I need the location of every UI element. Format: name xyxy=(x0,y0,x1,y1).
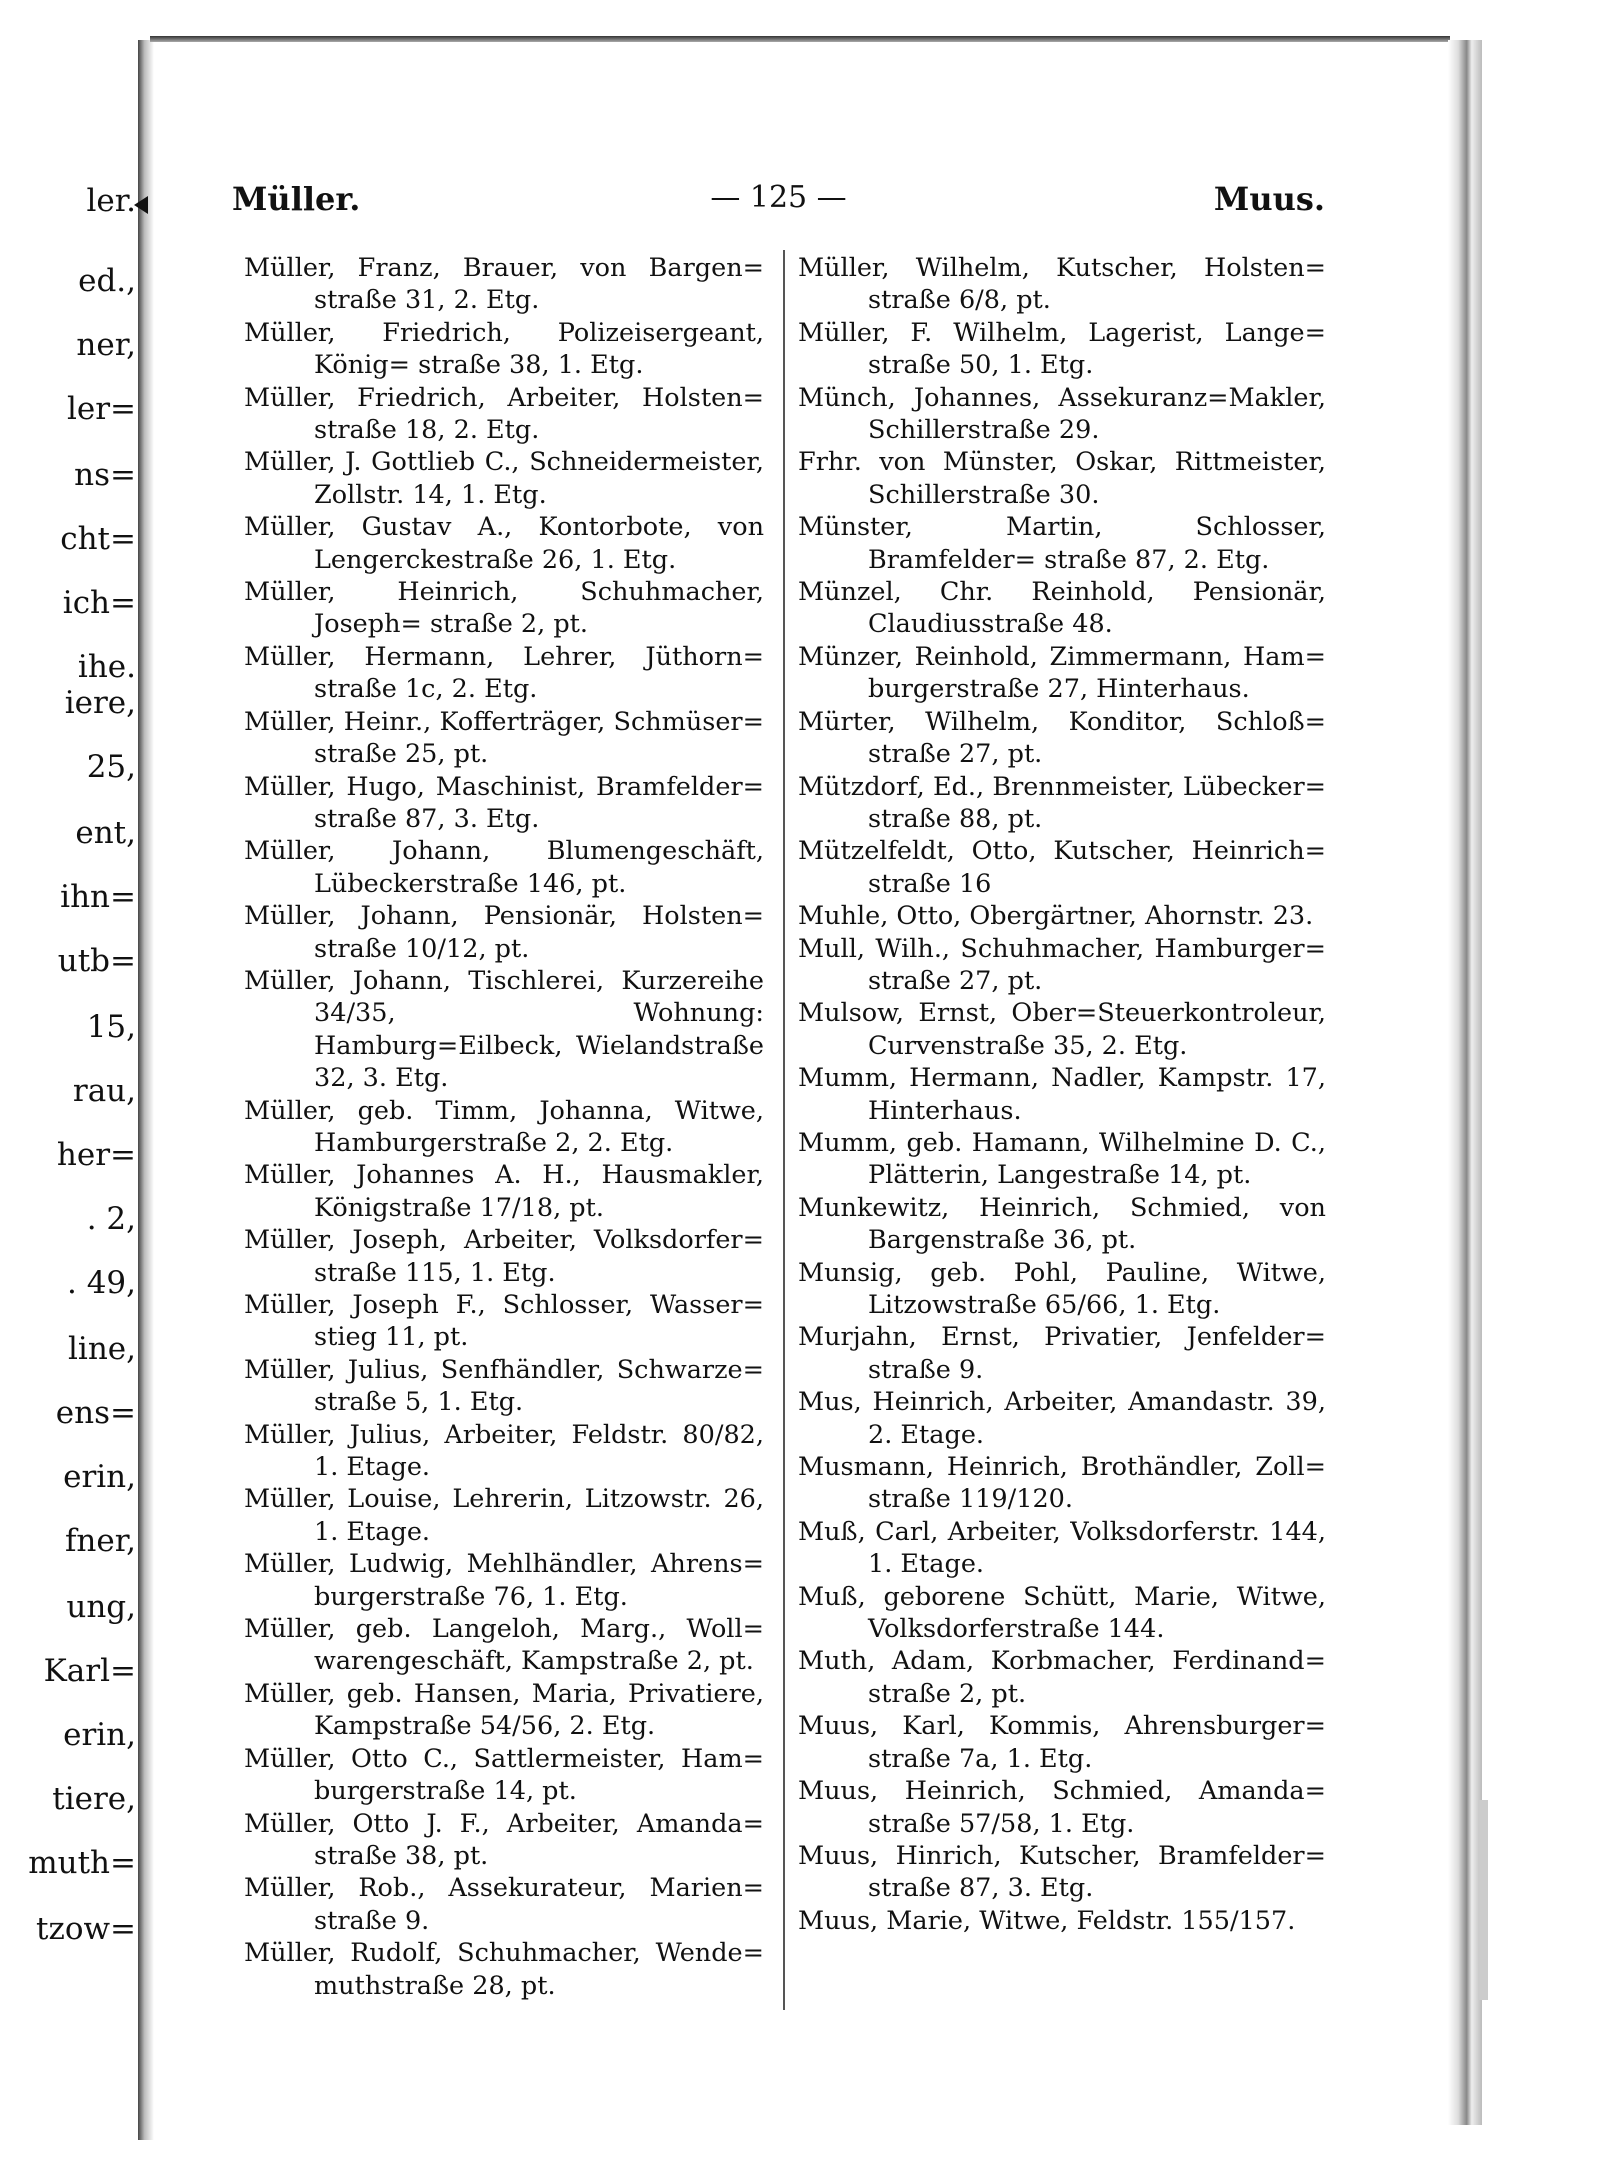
directory-entry: Müller, geb. Hansen, Maria, Privatiere, Kampstraße 54/56, 2. Etg. xyxy=(244,1678,764,1742)
directory-entry: Müller, Heinrich, Schuhmacher, Joseph= straße 2, pt. xyxy=(244,577,764,640)
directory-entry: Müller, F. Wilhelm, Lagerist, Lange= straße 50, 1. Etg. xyxy=(798,317,1326,381)
directory-entry: Muus, Hinrich, Kutscher, Bramfelder= straße 87, 3. Etg. xyxy=(798,1840,1326,1904)
directory-entry: Mull, Wilh., Schuhmacher, Hamburger= straße 27, pt. xyxy=(798,933,1326,996)
directory-entry: Müller, Julius, Senfhändler, Schwarze= straße 5, 1. Etg. xyxy=(244,1354,764,1418)
previous-page-text-fragment: utb= xyxy=(57,943,136,979)
column-rule xyxy=(783,250,785,2010)
previous-page-text-fragment: . 2, xyxy=(86,1201,136,1237)
previous-page-text-fragment: Karl= xyxy=(43,1653,136,1689)
previous-page-text-fragment: tzow= xyxy=(36,1911,136,1947)
page-number: — 125 — xyxy=(710,180,847,215)
directory-entry: Müller, geb. Langeloh, Marg., Woll= warengeschäft, Kampstraße 2, pt. xyxy=(244,1614,764,1677)
directory-entry: Munkewitz, Heinrich, Schmied, von Bargenstraße 36, pt. xyxy=(798,1192,1326,1256)
previous-page-text-fragment: tiere, xyxy=(52,1781,136,1817)
directory-entry: Münzel, Chr. Reinhold, Pensionär, Claudiusstraße 48. xyxy=(798,577,1326,640)
directory-entry: Müller, Joseph, Arbeiter, Volksdorfer= straße 115, 1. Etg. xyxy=(244,1225,764,1288)
directory-entry: Müller, J. Gottlieb C., Schneidermeister, Zollstr. 14, 1. Etg. xyxy=(244,447,764,510)
directory-entry: Muth, Adam, Korbmacher, Ferdinand= straße 2, pt. xyxy=(798,1646,1326,1709)
directory-entry: Münster, Martin, Schlosser, Bramfelder= straße 87, 2. Etg. xyxy=(798,512,1326,575)
directory-entry: Müller, Rudolf, Schuhmacher, Wende= muthstraße 28, pt. xyxy=(244,1938,764,2001)
page-right-edge-fold xyxy=(1478,1800,1488,2000)
directory-entry: Mulsow, Ernst, Ober=Steuerkontroleur, Curvenstraße 35, 2. Etg. xyxy=(798,998,1326,1061)
previous-page-text-fragment: ns= xyxy=(74,457,136,493)
previous-page-text-fragment: ner, xyxy=(76,327,136,363)
directory-entry: Musmann, Heinrich, Brothändler, Zoll= straße 119/120. xyxy=(798,1452,1326,1515)
previous-page-text-fragment: ler. xyxy=(86,183,136,219)
directory-entry: Mützelfeldt, Otto, Kutscher, Heinrich= straße 16 xyxy=(798,836,1326,899)
previous-page-text-fragment: ed., xyxy=(78,263,136,299)
previous-page-text-fragment: muth= xyxy=(28,1845,136,1881)
page-right-edge xyxy=(1448,40,1482,2125)
directory-entry: Müller, Otto J. F., Arbeiter, Amanda= straße 38, pt. xyxy=(244,1808,764,1871)
directory-entry: Mumm, Hermann, Nadler, Kampstr. 17, Hinterhaus. xyxy=(798,1063,1326,1126)
previous-page-text-fragment: erin, xyxy=(63,1717,136,1753)
previous-page-text-fragment: ich= xyxy=(62,585,136,621)
directory-entry: Müller, Heinr., Kofferträger, Schmüser= straße 25, pt. xyxy=(244,706,764,770)
directory-entry: Müller, Gustav A., Kontorbote, von Lengerckestraße 26, 1. Etg. xyxy=(244,512,764,575)
left-column xyxy=(244,252,764,2002)
previous-page-text-fragment: ung, xyxy=(66,1589,136,1625)
directory-entry: Murjahn, Ernst, Privatier, Jenfelder= straße 9. xyxy=(798,1322,1326,1385)
gutter-shadow xyxy=(138,40,154,2140)
previous-page-text-fragment: ens= xyxy=(55,1395,136,1431)
directory-entry: Muus, Heinrich, Schmied, Amanda= straße 57/58, 1. Etg. xyxy=(798,1776,1326,1839)
directory-entry: Müller, Johann, Tischlerei, Kurzereihe 34/35, Wohnung: Hamburg=Eilbeck, Wielandstraße 32, 3. Etg. xyxy=(244,965,764,1094)
directory-entry: Müller, Julius, Arbeiter, Feldstr. 80/82, 1. Etage. xyxy=(244,1419,764,1483)
directory-entry: Mützdorf, Ed., Brennmeister, Lübecker= straße 88, pt. xyxy=(798,771,1326,834)
directory-entry: Müller, Rob., Assekurateur, Marien= straße 9. xyxy=(244,1873,764,1936)
directory-entry: Müller, Joseph F., Schlosser, Wasser= stieg 11, pt. xyxy=(244,1290,764,1353)
directory-entry: Mus, Heinrich, Arbeiter, Amandastr. 39, 2. Etage. xyxy=(798,1387,1326,1450)
directory-entry: Münzer, Reinhold, Zimmermann, Ham= burgerstraße 27, Hinterhaus. xyxy=(798,641,1326,705)
directory-entry: Müller, Johann, Pensionär, Holsten= straße 10/12, pt. xyxy=(244,901,764,964)
previous-page-text-fragment: 25, xyxy=(86,749,136,785)
previous-page-text-fragment: . 49, xyxy=(66,1265,136,1301)
previous-page-text-fragment: her= xyxy=(56,1137,136,1173)
directory-entry: Müller, Ludwig, Mehlhändler, Ahrens= burgerstraße 76, 1. Etg. xyxy=(244,1549,764,1612)
directory-entry: Müller, Otto C., Sattlermeister, Ham= burgerstraße 14, pt. xyxy=(244,1743,764,1807)
previous-page-text-fragment: ihe. xyxy=(77,649,136,685)
directory-entry: Muus, Karl, Kommis, Ahrensburger= straße 7a, 1. Etg. xyxy=(798,1711,1326,1774)
directory-entry: Müller, Franz, Brauer, von Bargen= straße 31, 2. Etg. xyxy=(244,253,764,316)
directory-entry: Müller, geb. Timm, Johanna, Witwe, Hamburgerstraße 2, 2. Etg. xyxy=(244,1095,764,1158)
previous-page-text-fragment: line, xyxy=(68,1331,136,1367)
directory-entry: Muus, Marie, Witwe, Feldstr. 155/157. xyxy=(798,1905,1296,1936)
gutter-mark xyxy=(134,196,148,214)
directory-entry: Frhr. von Münster, Oskar, Rittmeister, Schillerstraße 30. xyxy=(798,447,1326,510)
page-top-edge xyxy=(150,36,1450,42)
directory-entry: Müller, Friedrich, Arbeiter, Holsten= straße 18, 2. Etg. xyxy=(244,382,764,446)
directory-entry: Muß, Carl, Arbeiter, Volksdorferstr. 144, 1. Etage. xyxy=(798,1516,1326,1580)
right-column xyxy=(798,252,1326,1937)
directory-entry: Muhle, Otto, Obergärtner, Ahornstr. 23. xyxy=(798,901,1314,932)
running-head-right: Muus. xyxy=(1213,180,1325,218)
directory-entry: Müller, Friedrich, Polizeisergeant, König= straße 38, 1. Etg. xyxy=(244,317,764,381)
directory-entry: Münch, Johannes, Assekuranz=Makler, Schillerstraße 29. xyxy=(798,382,1326,446)
directory-entry: Mürter, Wilhelm, Konditor, Schloß= straße 27, pt. xyxy=(798,706,1326,770)
running-head-left: Müller. xyxy=(232,180,361,218)
previous-page-text-fragment: fner, xyxy=(64,1523,136,1559)
directory-entry: Müller, Johann, Blumengeschäft, Lübeckerstraße 146, pt. xyxy=(244,836,764,899)
directory-entry: Müller, Hermann, Lehrer, Jüthorn= straße 1c, 2. Etg. xyxy=(244,641,764,705)
directory-entry: Müller, Hugo, Maschinist, Bramfelder= straße 87, 3. Etg. xyxy=(244,771,764,834)
directory-entry: Munsig, geb. Pohl, Pauline, Witwe, Litzowstraße 65/66, 1. Etg. xyxy=(798,1257,1326,1320)
previous-page-text-fragment: ihn= xyxy=(60,879,136,915)
running-head xyxy=(232,180,1325,224)
previous-page-text-fragment: iere, xyxy=(64,685,136,721)
previous-page-strip xyxy=(0,0,150,2177)
previous-page-text-fragment: 15, xyxy=(86,1009,136,1045)
previous-page-text-fragment: cht= xyxy=(60,521,136,557)
previous-page-text-fragment: ler= xyxy=(66,391,136,427)
previous-page-text-fragment: erin, xyxy=(63,1459,136,1495)
previous-page-text-fragment: rau, xyxy=(72,1073,136,1109)
previous-page-text-fragment: ent, xyxy=(75,815,136,851)
directory-entry: Müller, Louise, Lehrerin, Litzowstr. 26, 1. Etage. xyxy=(244,1484,764,1547)
directory-entry: Muß, geborene Schütt, Marie, Witwe, Volksdorferstraße 144. xyxy=(798,1581,1326,1645)
directory-entry: Müller, Wilhelm, Kutscher, Holsten= straße 6/8, pt. xyxy=(798,253,1326,316)
directory-entry: Müller, Johannes A. H., Hausmakler, Königstraße 17/18, pt. xyxy=(244,1160,764,1223)
directory-entry: Mumm, geb. Hamann, Wilhelmine D. C., Plätterin, Langestraße 14, pt. xyxy=(798,1127,1326,1191)
